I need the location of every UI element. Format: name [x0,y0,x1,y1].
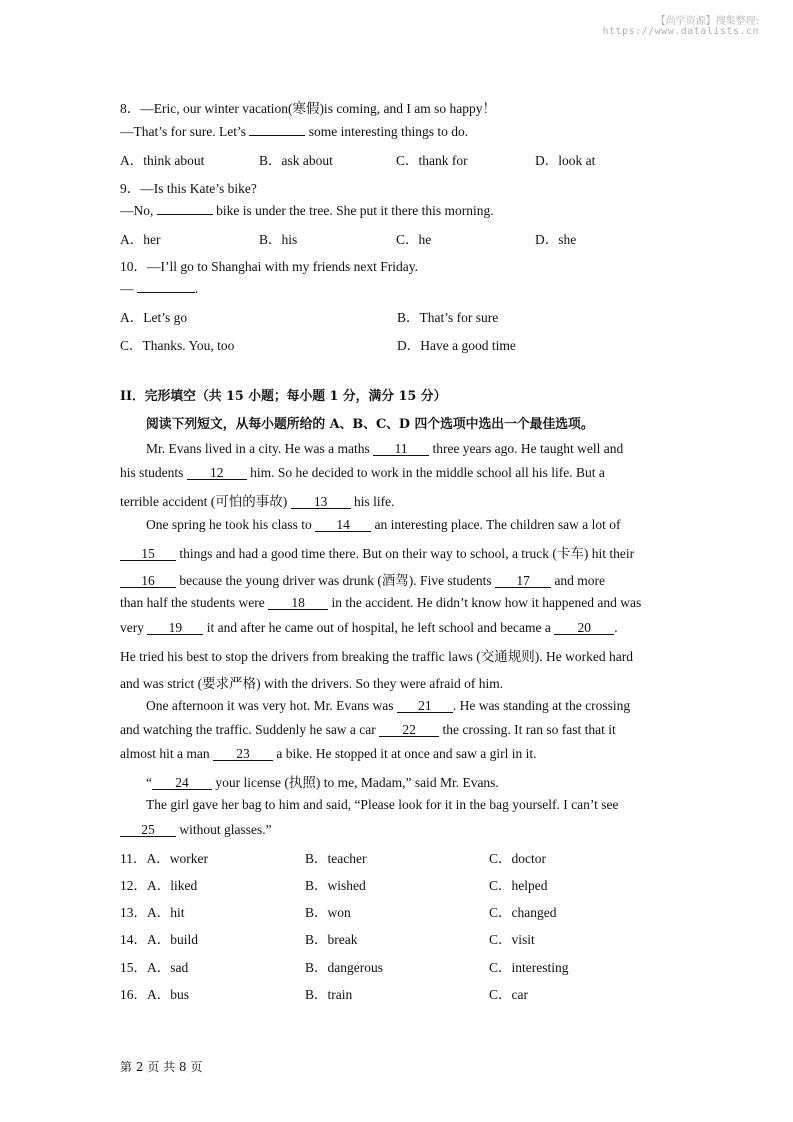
answer-row: 16．A．bus [120,987,190,1002]
passage-line: One spring he took his class to 14 an interesting place. The children saw a lot of [146,517,621,532]
blank-14: 14 [315,518,371,532]
blank-18: 18 [268,596,328,610]
answer-option-b: B．break [305,932,358,947]
blank-19: 19 [147,621,203,635]
blank-16: 16 [120,574,176,588]
passage-line: very 19 it and after he came out of hospital, he left school and became a 20 . [120,620,618,635]
blank-22: 22 [379,723,439,737]
blank-20: 20 [554,621,614,635]
q10-option-c: C．Thanks. You, too [120,338,235,353]
answer-option-c: C．helped [489,878,548,893]
passage-line: than half the students were 18 in the accident. He didn’t know how it happened and was [120,595,642,610]
answer-blank [137,292,195,293]
answer-option-c: C．interesting [489,960,569,975]
watermark-url: https://www.datalists.cn [602,26,759,37]
passage-line: Mr. Evans lived in a city. He was a maths 11 three years ago. He taught well and [146,441,624,456]
answer-option-c: C．doctor [489,851,546,866]
answer-option-b: B．wished [305,878,366,893]
answer-blank [157,214,213,215]
answer-option-b: B．dangerous [305,960,383,975]
q9-option-a: A．her [120,232,161,247]
passage-line: “ 24 your license (执照) to me, Madam,” said Mr. Evans. [146,775,499,790]
q8-option-c: C．thank for [396,153,468,168]
q8-option-d: D．look at [535,153,596,168]
answer-row: 15．A．sad [120,960,189,975]
blank-21: 21 [397,699,453,713]
blank-17: 17 [495,574,551,588]
section-instruction: 阅读下列短文，从每小题所给的 A、B、C、D 四个选项中选出一个最佳选项。 [146,417,594,432]
question-10-prompt: 10．—I’ll go to Shanghai with my friends next Friday. [120,259,418,274]
blank-13: 13 [291,495,351,509]
passage-line: 15 things and had a good time there. But on their way to school, a truck (卡车) hit their [120,542,634,562]
q9-option-b: B．his [259,232,298,247]
answer-row: 14．A．build [120,932,199,947]
passage-line: almost hit a man 23 a bike. He stopped it at once and saw a girl in it. [120,746,537,761]
question-9-prompt: 9．—Is this Kate’s bike? [120,181,257,196]
blank-24: 24 [152,776,212,790]
blank-25: 25 [120,823,176,837]
passage-line: his students 12 him. So he decided to work in the middle school all his life. But a [120,465,605,480]
passage-line: The girl gave her bag to him and said, “Please look for it in the bag yourself. I can’t see [146,797,619,812]
answer-option-b: B．train [305,987,353,1002]
section-heading: II．完形填空（共 15 小题；每小题 1 分，满分 15 分） [120,389,447,404]
answer-row: 11．A．worker [120,851,208,866]
passage-line: 25 without glasses.” [120,822,272,838]
q8-option-a: A．think about [120,153,205,168]
question-8-prompt: 8．—Eric, our winter vacation(寒假)is coming, and I am so happy！ [120,101,497,116]
q10-option-b: B．That’s for sure [397,310,499,325]
q8-option-b: B．ask about [259,153,333,168]
passage-line: One afternoon it was very hot. Mr. Evans was 21 . He was standing at the crossing [146,698,631,713]
blank-23: 23 [213,747,273,761]
q10-option-a: A．Let’s go [120,310,188,325]
question-10-response: — . [120,281,199,296]
question-9-response: —No, bike is under the tree. She put it there this morning. [120,203,494,218]
blank-12: 12 [187,466,247,480]
blank-11: 11 [373,442,429,456]
answer-row: 13．A．hit [120,905,185,920]
watermark-source: 【尚学资源】搜集整理: [655,16,759,27]
question-8-response: —That’s for sure. Let’s some interesting things to do. [120,124,469,139]
passage-line: He tried his best to stop the drivers from breaking the traffic laws (交通规则). He worked hard [120,649,633,664]
answer-option-c: C．car [489,987,528,1002]
answer-option-b: B．won [305,905,351,920]
answer-option-c: C．visit [489,932,535,947]
answer-row: 12．A．liked [120,878,198,893]
answer-option-b: B．teacher [305,851,367,866]
passage-line: 16 because the young driver was drunk (酒驾). Five students 17 and more [120,569,605,589]
blank-15: 15 [120,547,176,561]
passage-line: and was strict (要求严格) with the drivers. So they were afraid of him. [120,676,504,691]
q10-option-d: D．Have a good time [397,338,516,353]
passage-line: and watching the traffic. Suddenly he saw a car 22 the crossing. It ran so fast that it [120,722,616,737]
q9-option-d: D．she [535,232,577,247]
passage-line: terrible accident (可怕的事故) 13 his life. [120,494,395,509]
q9-option-c: C．he [396,232,432,247]
page-number: 第 2 页 共 8 页 [120,1060,203,1074]
answer-option-c: C．changed [489,905,557,920]
answer-blank [249,135,305,136]
